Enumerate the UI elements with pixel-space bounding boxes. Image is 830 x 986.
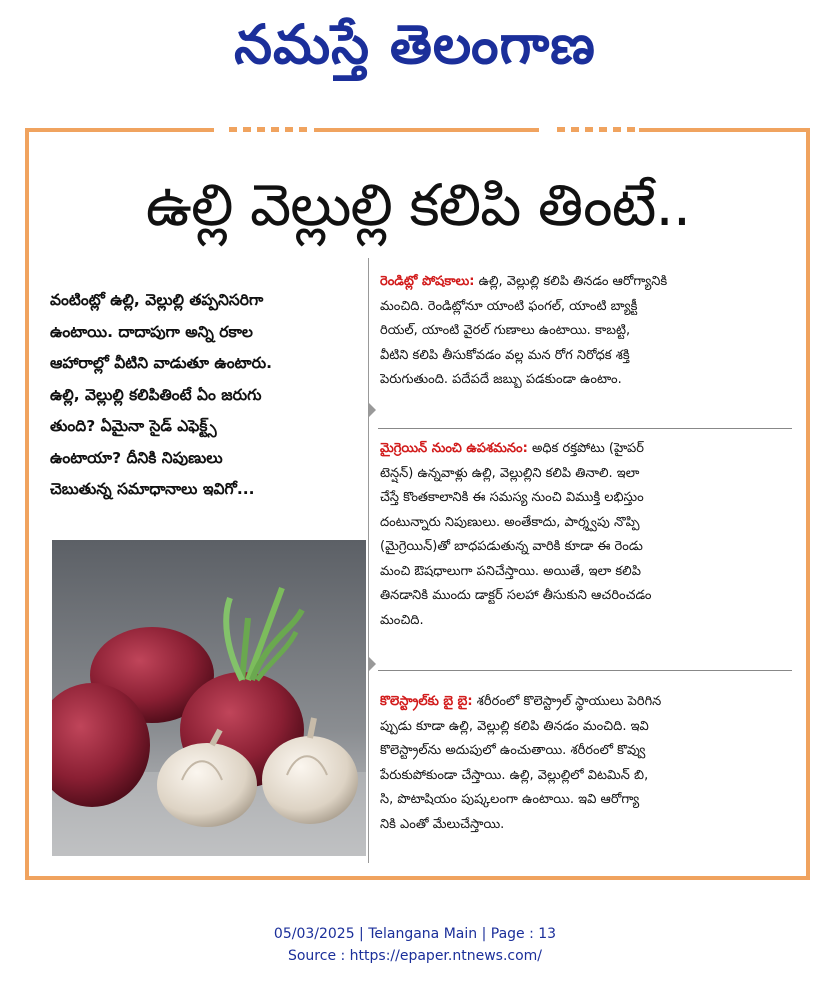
footer-date-page: 05/03/2025 | Telangana Main | Page : 13 <box>273 926 557 942</box>
section-text: (మైగ్రెయిన్)తో బాధపడుతున్న వారికి కూడా ఈ రెండు <box>380 539 643 554</box>
section-migraine <box>380 437 790 633</box>
section-nutrients <box>380 270 790 393</box>
masthead-title: నమస్తే తెలంగాణ <box>234 13 596 76</box>
intro-line: వంటింట్లో ఉల్లి, వెల్లుల్లి తప్పనిసరిగా <box>50 291 264 309</box>
section-text: వీటిని కలిపి తీసుకోవడం వల్ల మన రోగ నిరోధక శక్తి <box>380 347 630 363</box>
section-pointer <box>368 402 376 418</box>
intro-line: ఆహారాల్లో వీటిని వాడుతూ ఉంటారు. <box>50 354 273 372</box>
column-divider <box>368 258 369 863</box>
intro-line: చెబుతున్న సమాధానాలు ఇవిగో... <box>50 480 255 498</box>
intro-line: ఉంటాయి. దాదాపుగా అన్ని రకాల <box>50 322 253 341</box>
frame-ornament-left <box>229 127 307 133</box>
section-text: మంచి ఔషధాలుగా పనిచేస్తాయి. అయితే, ఇలా కలిపి <box>380 563 641 579</box>
intro-line: తుంది? ఏమైనా సైడ్ ఎఫెక్ట్స్ <box>50 417 217 435</box>
section-text: మంచిది. రెండిట్లోనూ యాంటి ఫంగల్, యాంటి బ్యాక్టీ <box>380 298 638 314</box>
section-text: అధిక రక్తపోటు (హైపర్ <box>531 441 644 456</box>
section-pointer <box>368 656 376 672</box>
section-text: దంటున్నారు నిపుణులు. అంతేకాదు, పార్శ్వపు నొప్పి <box>380 514 640 530</box>
section-text: మంచిది. <box>380 612 424 628</box>
section-text: నికి ఎంతో మేలుచేస్తాయి. <box>380 816 505 832</box>
section-text: రియల్, యాంటి వైరల్ గుణాలు ఉంటాయి. కాబట్టి, <box>380 323 631 338</box>
section-divider <box>378 670 792 671</box>
section-text: కొలెస్ట్రాల్‌ను అదుపులో ఉంచుతాయి. శరీరంలో కొవ్వు <box>380 743 646 758</box>
section-text: ప్పుడు కూడా ఉల్లి, వెల్లుల్లి కలిపి తినడం మంచిది. ఇవి <box>380 718 649 734</box>
section-text: సి, పొటాషియం పుష్కలంగా ఉంటాయి. ఇవి ఆరోగ్యా <box>380 792 640 807</box>
section-divider <box>378 428 792 429</box>
intro-line: ఉల్లి, వెల్లుల్లి కలిపితింటే ఏం జరుగు <box>50 385 262 404</box>
section-text: ఉల్లి, వెల్లుల్లి కలిపి తినడం ఆరోగ్యానికి <box>478 274 668 289</box>
section-title: రెండిట్లో పోషకాలు: <box>380 274 475 289</box>
section-text: శరీరంలో కొలెస్ట్రాల్ స్థాయులు పెరిగిన <box>476 694 662 709</box>
onion-garlic-photo <box>52 540 366 856</box>
intro-line: ఉంటాయా? దీనికి నిపుణులు <box>50 448 223 467</box>
footer-source: Source : https://epaper.ntnews.com/ <box>287 948 543 964</box>
frame-ornament-right <box>557 127 635 133</box>
article-headline: ఉల్లి వెల్లుల్లి కలిపి తింటే.. <box>145 171 691 239</box>
article-intro <box>50 285 350 506</box>
section-title: మైగ్రెయిన్ నుంచి ఉపశమనం: <box>380 441 528 456</box>
section-text: పెరుగుతుంది. పదేపదే జబ్బు పడకుండా ఉంటాం. <box>380 372 622 387</box>
masthead <box>0 0 830 92</box>
section-text: టెన్షన్) ఉన్నవాళ్లు ఉల్లి, వెల్లుల్లిని కలిపి తినాలి. ఇలా <box>380 465 640 481</box>
section-text: పేరుకుపోకుండా చేస్తాయి. ఉల్లి, వెల్లుల్లిలో విటమిన్ బి, <box>380 767 649 783</box>
section-text: చేస్తే కొంతకాలానికి ఈ సమస్య నుంచి విముక్తి లభిస్తుం <box>380 490 644 505</box>
section-text: తినడానికి ముందు డాక్టర్ సలహా తీసుకుని ఆచరించడం <box>380 588 652 603</box>
section-title: కొలెస్ట్రాల్‌కు బై బై: <box>380 694 473 709</box>
section-cholesterol <box>380 690 790 837</box>
